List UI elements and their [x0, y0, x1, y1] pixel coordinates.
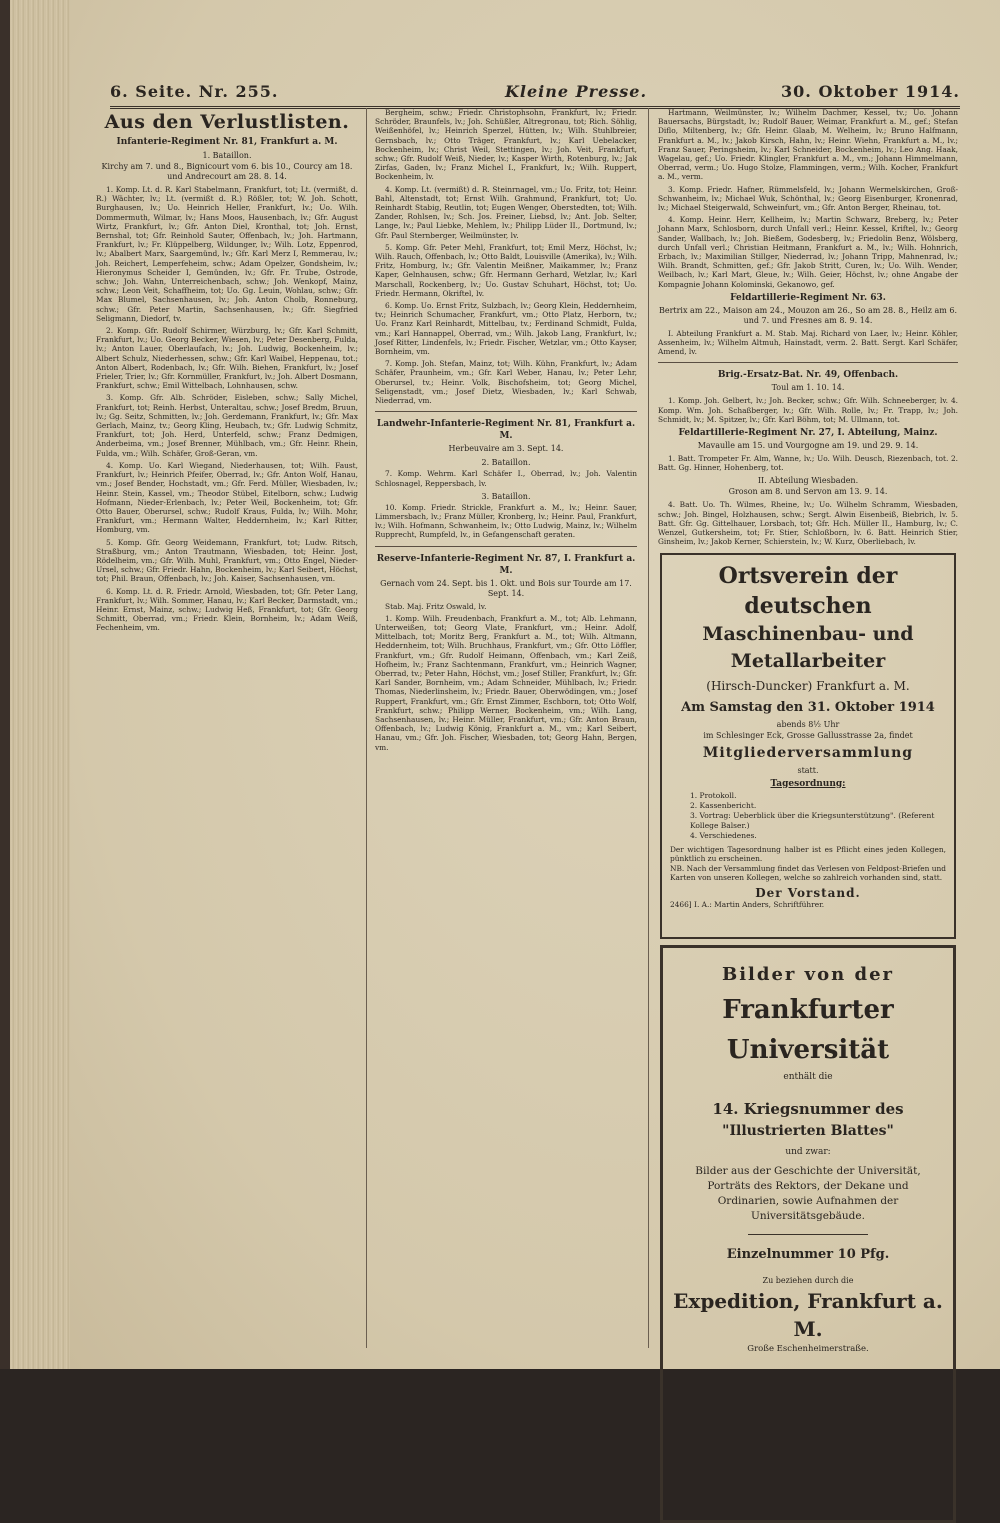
ad-price: Einzelnummer 10 Pfg. — [726, 1246, 890, 1262]
column-1 — [96, 108, 358, 1348]
ad-note: Der wichtigen Tagesordnung halber ist es Pflicht eines jeden Kollegen, pünktlich zu erscheinen. — [670, 844, 946, 864]
regiment-heading: Landwehr-Infanterie-Regiment Nr. 81, Frankfurt a. M. — [376, 419, 636, 442]
casualty-paragraph: 5. Komp. Gfr. Georg Weidemann, Frankfurt, tot; Ludw. Ritsch, Straßburg, vm.; Anton Trautmann, Wiesbaden, tot; Heinr. Jost, Rödelheim, vm.; Gfr. Wilh. Muhl, Frankfurt, vm.; Otto Engel, Nieder-Ursel, schw.; Gfr. Friedr. Hahn, Bockenheim, lv.; Karl Seibert, Höchst, tot; Phil. Braun, Offenbach, lv.; Joh. Kaiser, Sachsenhausen, vm. — [96, 537, 358, 584]
page-header — [110, 82, 960, 109]
ad-text: enthält die — [783, 1071, 833, 1082]
ad-note: NB. Nach der Versammlung findet das Verlesen von Feldpost-Briefen und Karten von unseren Kollegen, welche so zahlreich vorhanden sind, statt. — [670, 863, 946, 883]
ad-signatory: 2466] I. A.: Martin Anders, Schriftführer. — [670, 899, 825, 909]
casualty-paragraph: 4. Komp. Uo. Karl Wiegand, Niederhausen, tot; Wilh. Faust, Frankfurt, lv.; Heinrich Pfeifer, Oberrad, lv.; Gfr. Anton Wolf, Hanau, vm.; Josef Bender, Hochstadt, vm.; Gfr. Ferd. Müller, Wiesbaden, lv.; Heinr. Stein, Kassel, vm.; Theodor Stübel, Eitelborn, schw.; Ludwig Hofmann, Nieder-Erlenbach, lv.; Peter Weil, Bockenheim, tot; Gfr. Otto Bauer, Oberursel, schw.; Rudolf Kraus, Fulda, lv.; Wilh. Mohr, Frankfurt, vm.; Hermann Walter, Heddernheim, lv.; Karl Ritter, Homburg, vm. — [96, 460, 358, 535]
casualty-paragraph: 1. Komp. Wilh. Freudenbach, Frankfurt a. M., tot; Alb. Lehmann, Unterweißen, tot; Georg Vlate, Frankfurt, vm.; Heinr. Adolf, Mittelbach, tot; Moritz Berg, Frankfurt a. M., tot; Wilh. Altmann, Heddernheim, tot; Wilh. Bruchhaus, Frankfurt, vm.; Gfr. Otto Löffler, Frankfurt, vm.; Gfr. Rudolf Heimann, Offenbach, vm.; Karl Zeiß, Hofheim, lv.; Franz Sachtenmann, Frankfurt, vm.; Heinrich Wagner, Oberrad, tv.; Peter Hahn, Höchst, vm.; Josef Stiller, Frankfurt, lv.; Gfr. Karl Sander, Bornheim, vm.; Adam Schneider, Mühlbach, lv.; Friedr. Thomas, Niederlinsheim, lv.; Friedr. Bauer, Oberwödingen, vm.; Josef Ruppert, Frankfurt, vm.; Gfr. Ernst Zimmer, Eschborn, tot; Otto Wolf, Frankfurt, schw.; Philipp Werner, Bockenheim, vm.; Wilh. Lang, Sachsenhausen, lv.; Heinr. Müller, Frankfurt, vm.; Gfr. Anton Braun, Offenbach, lv.; Ludwig König, Frankfurt a. M., vm.; Karl Seibert, Hanau, vm.; Gfr. Joh. Fischer, Wiesbaden, tot; Georg Hahn, Bergen, vm. — [375, 613, 637, 752]
ad-heading: Ortsverein der deutschen — [718, 562, 898, 619]
battle-dateline: Gernach vom 24. Sept. bis 1. Okt. und Bois sur Tourde am 17. Sept. 14. — [380, 578, 632, 598]
casualty-paragraph: I. Abteilung Frankfurt a. M. Stab. Maj. Richard von Laer, lv.; Heinr. Köhler, Assenheim, lv.; Wilhelm Altmuh, Hainstadt, verm. 2. Batt. Sergt. Karl Schäfer, Amend, lv. — [658, 328, 958, 357]
ad-divider — [748, 1234, 868, 1235]
ad-publication: "Illustrierten Blattes" — [722, 1122, 894, 1139]
ad-date: Am Samstag den 31. Oktober 1914 — [681, 699, 935, 715]
casualty-paragraph: 3. Komp. Gfr. Alb. Schröder, Eisleben, schw.; Sally Michel, Frankfurt, tot; Reinh. Herbst, Unteraltau, schw.; Josef Bredm, Bruun, lv.; Gg. Seitz, Schmitten, lv.; Joh. Gerdemann, Frankfurt, lv.; Gfr. Max Gerlach, Mainz, tv.; Georg Kling, Heubach, tv.; Gfr. Ludwig Schmitz, Frankfurt, tot; Joh. Herd, Unterfeld, schw.; Franz Dedmigen, Anderbeima, vm.; Josef Brenner, Mühlbach, vm.; Gfr. Heinr. Rhein, Fulda, vm.; Wilh. Schäfer, Groß-Geran, vm. — [96, 393, 358, 458]
battalion-heading: 1. Bataillon. — [202, 151, 252, 160]
ad-location: im Schlesinger Eck, Grosse Gallusstrasse 2a, findet — [703, 730, 913, 740]
book-page-edges — [0, 0, 70, 1369]
battle-dateline: Mavaulle am 15. und Vourgogne am 19. und 29. 9. 14. — [697, 441, 919, 451]
agenda-item: 2. Kassenbericht. — [690, 800, 757, 810]
ad-time: abends 8½ Uhr — [776, 719, 840, 729]
page-number: 6. Seite. Nr. 255. — [110, 82, 279, 101]
battle-dateline: Kirchy am 7. und 8., Bignicourt vom 6. bis 10., Courcy am 18. und Andrecourt am 28. 8. 14. — [101, 162, 353, 181]
casualty-paragraph: 4. Komp. Heinr. Herr, Kellheim, lv.; Martin Schwarz, Breberg, lv.; Peter Johann Marx, Schlosborn, durch Unfall verl.; Heinr. Kessel, Kriftel, lv.; Georg Sander, Wallbach, lv.; Joh. Bießem, Godesberg, lv.; Friedolin Benz, Wölsberg, durch Unfall verl.; Christian Heitmann, Frankfurt a. M., lv.; Wilh. Hohnrich, Erbach, lv.; Maximilian Stillger, Niederrad, lv.; Johann Tripp, Mahnenrad, lv.; Wilh. Brandt, Schmitten, gef.; Gfr. Jakob Stritt, Curen, lv.; Uo. Wilh. Wender, Weilbach, lv.; Karl Mart, Gleue, lv.; Wilh. Geier, Höchst, lv.; ohne Angabe der Kompagnie Johann Kolominski, Gekanowo, gef. — [658, 215, 958, 289]
casualty-paragraph: Stab. Maj. Fritz Oswald, lv. — [385, 601, 487, 611]
casualty-paragraph: 4. Batt. Uo. Th. Wilmes, Rheine, lv.; Uo. Wilhelm Schramm, Wiesbaden, schw.; Joh. Bingel, Holzhausen, schw.; Sergt. Alwin Eisenbeiß, Biebrich, lv. 5. Batt. Gfr. Gg. Gittelhauer, Lorsbach, tot; Gfr. Hch. Müller II., Hamburg, lv.; C. Wenzel, Gutkersheim, tot; Fr. Stier, Schloßborn, lv. 6. Batt. Heinrich Stier, Ginsheim, lv.; Jakob Kerner, Schierstein, lv.; W. Kurz, Oberliebach, lv. — [658, 500, 958, 547]
casualty-paragraph: Hartmann, Weilmünster, lv.; Wilhelm Dachmer, Kessel, tv.; Uo. Johann Bauersachs, Bürgstadt, lv.; Rudolf Bauer, Weimar, Frankfurt a. M., gef.; Stefan Diflo, Miltenberg, lv.; Gfr. Heinr. Glaab, M. Welheim, lv.; Bruno Halfmann, Frankfurt a. M., lv.; Jakob Kirsch, Hahn, lv.; Heinr. Wiehn, Frankfurt a. M., lv.; Franz Sauer, Peringsheim, lv.; Karl Schneider, Bockenheim, lv.; Leo Ang. Haak, Wagelau, gef.; Uo. Friedr. Klingler, Frankfurt a. M., vm.; Johann Himmelmann, Oberrad, verm.; Uo. Hugo Stolze, Flammingen, verm.; Wilh. Kocher, Frankfurt a. M., verm. — [658, 108, 958, 182]
battalion-heading: 2. Bataillon. — [481, 458, 531, 468]
casualty-paragraph: 5. Komp. Gfr. Peter Mehl, Frankfurt, tot; Emil Merz, Höchst, lv.; Wilh. Rauch, Offenbach, lv.; Otto Baldt, Louisville (Amerika), lv.; Wilh. Fritz, Homburg, lv.; Gfr. Valentin Meißner, Maikammer, lv.; Franz Kaper, Gelnhausen, schw.; Gfr. Hermann Gerhard, Wetzlar, lv.; Karl Marschall, Rockenberg, lv.; Uo. Gustav Schuhart, Höchst, tot; Uo. Friedr. Hermann, Okriftel, lv. — [375, 242, 637, 298]
section-divider — [375, 546, 637, 547]
ad-text: statt. — [797, 765, 819, 775]
regiment-heading: Brig.-Ersatz-Bat. Nr. 49, Offenbach. — [717, 370, 899, 381]
battle-dateline: Groson am 8. und Servon am 13. 9. 14. — [728, 487, 888, 497]
article-title: Aus den Verlustlisten. — [104, 111, 350, 133]
column-rule-2 — [648, 108, 649, 1348]
battle-dateline: Toul am 1. 10. 14. — [771, 383, 845, 393]
ad-subheading: (Hirsch-Duncker) Frankfurt a. M. — [706, 678, 910, 693]
casualty-paragraph: 6. Komp. Uo. Ernst Fritz, Sulzbach, lv.; Georg Klein, Heddernheim, tv.; Heinrich Schumacher, Frankfurt, vm.; Otto Platz, Herborn, tv.; Uo. Franz Karl Reinhardt, Mittelbau, tv.; Ferdinand Schmidt, Fulda, vm.; Karl Hannappel, Oberrad, vm.; Wilh. Jakob Lang, Frankfurt, lv.; Josef Ritter, Lindenfels, lv.; Friedr. Fischer, Wetzlar, vm.; Otto Kayser, Bornheim, vm. — [375, 301, 637, 357]
regiment-heading: Feldartillerie-Regiment Nr. 63. — [730, 292, 886, 303]
casualty-paragraph: 7. Komp. Wehrm. Karl Schäfer I., Oberrad, lv.; Joh. Valentin Schlosnagel, Reppersbach, lv. — [375, 469, 637, 488]
casualty-paragraph: 7. Komp. Joh. Stefan, Mainz, tot; Wilh. Kühn, Frankfurt, lv.; Adam Schäfer, Praunheim, vm.; Gfr. Karl Weber, Hanau, lv.; Peter Lehr, Oberursel, tv.; Heinr. Volk, Bischofsheim, tot; Georg Michel, Seligenstadt, vm.; Josef Dietz, Wiesbaden, lv.; Karl Schwab, Niederrad, vm. — [375, 359, 637, 406]
ad-description: Bilder aus der Geschichte der Universität, Porträts des Rektors, der Dekane und Ordinarien, sowie Aufnahmen der Universitätsgebäude. — [695, 1164, 921, 1222]
agenda-item: 4. Verschiedenes. — [690, 830, 757, 840]
union-meeting-advertisement — [660, 553, 956, 939]
battalion-heading: 3. Bataillon. — [481, 491, 531, 501]
book-spine — [0, 0, 10, 1369]
agenda-title: Tagesordnung: — [770, 778, 846, 789]
ad-publisher: Expedition, Frankfurt a. M. — [673, 1288, 943, 1341]
regiment-heading: Reserve-Infanterie-Regiment Nr. 87, I. Frankfurt a. M. — [376, 553, 636, 576]
casualty-paragraph: 1. Batt. Trompeter Fr. Alm, Wanne, lv.; Uo. Wilh. Deusch, Riezenbach, tot. 2. Batt. Gg. Hinner, Hohenberg, tot. — [658, 454, 958, 473]
casualty-paragraph: 3. Komp. Friedr. Hafner, Rümmelsfeld, lv.; Johann Wermelskirchen, Groß-Schwanheim, lv.; Michael Wuk, Schönthal, lv.; Georg Eisenburger, Kronenrad, lv.; Michael Steigerwald, Schweinfurt, vm.; Gfr. Anton Berger, Rheinau, tot. — [658, 184, 958, 213]
column-rule-1 — [366, 108, 367, 1348]
column-2 — [375, 108, 637, 1348]
regiment-heading: Feldartillerie-Regiment Nr. 27, I. Abteilung, Mainz. — [678, 428, 938, 439]
casualty-paragraph: 6. Komp. Lt. d. R. Friedr. Arnold, Wiesbaden, tot; Gfr. Peter Lang, Frankfurt, lv.; Wilh. Sommer, Hanau, lv.; Karl Becker, Darmstadt, vm.; Heinr. Ernst, Mainz, schw.; Ludwig Heß, Frankfurt, tot; Gfr. Georg Schmitt, Oberrad, vm.; Friedr. Klein, Bornheim, lv.; Adam Weiß, Fechenheim, vm. — [96, 586, 359, 633]
university-pictures-advertisement — [660, 945, 956, 1523]
ad-heading: Maschinenbau- und Metallarbeiter — [702, 622, 914, 672]
casualty-paragraph: 2. Komp. Gfr. Rudolf Schirmer, Würzburg, lv.; Gfr. Karl Schmitt, Frankfurt, lv.; Uo. Georg Becker, Wiesen, lv.; Peter Desenberg, Fulda, lv.; Anton Lauer, Oberlaufach, lv.; Joh. Ludwig, Bockenheim, lv.; Albert Schulz, Niederhessen, schw.; Gfr. Karl Waibel, Heppenau, tot.; Anton Albert, Rodenbach, lv.; Gfr. Wilh. Biehen, Frankfurt, lv.; Josef Frieler, Trier, lv.; Gfr. Kornmüller, Frankfurt, lv.; Joh. Albert Dosmann, Frankfurt, schw.; Emil Wittelbach, Lohnhausen, schw. — [96, 326, 358, 391]
casualty-paragraph: 10. Komp. Friedr. Strickle, Frankfurt a. M., lv.; Heinr. Sauer, Limmersbach, lv.; Franz Müller, Kronberg, lv.; Heinr. Paul, Frankfurt, lv.; Wilh. Hofmann, Schwanheim, lv.; Otto Ludwig, Mainz, lv.; Wilhelm Rupprecht, Rumpfeld, lv., in Gefangenschaft geraten. — [375, 502, 637, 540]
ad-address: Große Eschenheimerstraße. — [747, 1343, 869, 1354]
newspaper-name: Kleine Presse. — [505, 82, 648, 101]
ad-heading: Frankfurter Universität — [722, 994, 894, 1065]
regiment-heading: Infanterie-Regiment Nr. 81, Frankfurt a. M. — [116, 137, 338, 147]
agenda-item: 3. Vortrag: Ueberblick über die Kriegsunterstützung". (Referent Kollege Balser.) — [690, 810, 935, 830]
casualty-paragraph: 4. Komp. Lt. (vermißt) d. R. Steinrnagel, vm.; Uo. Fritz, tot; Heinr. Bahl, Altenstadt, tot; Ernst Wilh. Grahmund, Frankfurt, tot; Uo. Reinhardt Stabig, Reutlin, tot; Eugen Wenger, Oberstedten, tot; Wilh. Zander, Rohlsen, lv.; Sch. Jos. Freiner, Liebsd, lv.; Ant. Job. Selter, Lange, lv.; Paul Liebke, Mehlem, lv.; Philipp Lüder II., Dortmund, lv.; Gfr. Paul Sternberger, Weilmünster, lv. — [375, 184, 637, 240]
ad-heading: Bilder von der — [721, 963, 895, 985]
casualty-paragraph: 1. Komp. Joh. Gelbert, lv.; Joh. Becker, schw.; Gfr. Wilh. Schneeberger, lv. 4. Komp. Wm. Joh. Schaßberger, lv.; Gfr. Wilh. Rolle, lv.; Fr. Trapp, lv.; Joh. Schmidt, lv.; M. Spitzer, lv.; Gfr. Karl Böhm, tot; M. Ullmann, tot. — [658, 396, 958, 424]
newspaper-page — [70, 0, 1000, 1369]
ad-text: Zu beziehen durch die — [762, 1275, 854, 1285]
agenda-item: 1. Protokoll. — [690, 790, 737, 800]
ad-text: und zwar: — [785, 1146, 831, 1157]
battle-dateline: Herbeuvaire am 3. Sept. 14. — [448, 444, 564, 454]
battle-dateline: Bertrix am 22., Maison am 24., Mouzon am 26., So am 28. 8., Heilz am 6. und 7. und Fresnes am 8. 9. 14. — [658, 305, 958, 325]
ad-issue: 14. Kriegsnummer des — [712, 1099, 904, 1118]
issue-date: 30. Oktober 1914. — [781, 82, 960, 101]
column-3 — [658, 108, 958, 1354]
section-divider — [375, 411, 637, 412]
section-divider — [658, 362, 958, 363]
battalion-heading: II. Abteilung Wiesbaden. — [757, 476, 859, 486]
ad-event: Mitgliederversammlung — [702, 744, 914, 761]
casualty-paragraph: 1. Komp. Lt. d. R. Karl Stabelmann, Frankfurt, tot; Lt. (vermißt, d. R.) Wächter, lv.; Lt. (vermißt d. R.) Rößler, tot; W. Joh. Schott, Burghausen, lv.; Uo. Heinrich Heller, Frankfurt, lv.; Uo. Wilh. Dommermuth, Wilmar, lv.; Hans Moos, Hausenbach, lv.; Gfr. August Wirtz, Frankfurt, lv.; Gfr. Anton Diel, Kronthal, tot; Joh. Ernst, Bernshal, tot; Gfr. Reinhold Sauter, Offenbach, lv.; Joh. Hartmann, Frankfurt, lv.; Fr. Klüppelberg, Wildunger, lv.; Wilh. Lotz, Eppenrod, lv.; Abalbert Marx, Saargemünd, lv.; Gfr. Karl Merz I, Remmerau, lv.; Joh. Reichert, Lemperfeheim, schw.; Adam Opelzer, Gondsheim, lv.; Hieronymus Scheider I, Gemünden, lv.; Gfr. Fr. Trube, Ostrode, schw.; Joh. Wahn, Unterreichenbach, schw.; Joh. Wenkopf, Mainz, schw.; Leon Veit, Schaffheim, tot; Uo. Gg. Leuin, Wohlau, schw.; Gfr. Max Blumel, Sachsenhausen, lv.; Joh. Anton Cholb, Ronneburg, schw.; Gfr. Peter Martin, Sachsenhausen, lv.; Gfr. Siegfried Seligmann, Diedorf, tv. — [96, 185, 358, 323]
ad-signature: Der Vorstand. — [755, 885, 861, 900]
casualty-paragraph: Bergheim, schw.; Friedr. Christophsohn, Frankfurt, lv.; Friedr. Schröder, Braunfels, lv.; Joh. Schüßler, Altregronau, tot; Rich. Söhlig, Weißenhöfel, lv.; Heinrich Sperzel, Hütten, lv.; Wilh. Stuhlbreier, Gernsbach, lv.; Otto Träger, Frankfurt, lv.; Karl Uebelacker, Bockenheim, lv.; Christ Weil, Stettingen, lv.; Joh. Veit, Frankfurt, schw.; Gfr. Rudolf Weiß, Nieder, lv.; Kasper Wirth, Rotenburg, lv.; Jak Zirfas, Gaden, lv.; Franz Michel I., Frankfurt, lv.; Wilh. Ruppert, Bockenheim, lv. — [375, 108, 637, 182]
